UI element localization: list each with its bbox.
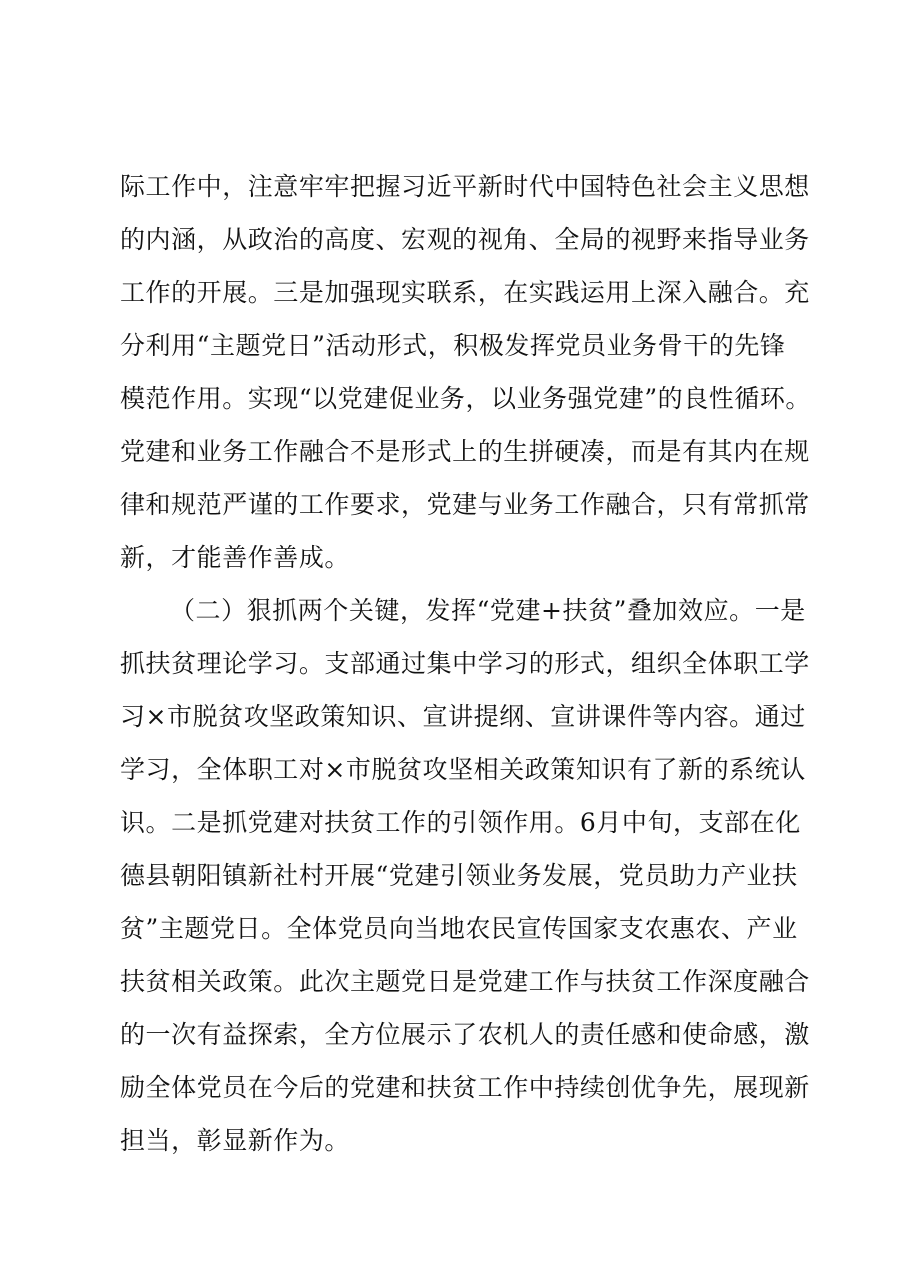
text-line: 习×市脱贫攻坚政策知识、宣讲提纲、宣讲课件等内容。通过 <box>120 702 806 731</box>
text-line: 际工作中，注意牢牢把握习近平新时代中国特色社会主义思想 <box>120 172 810 201</box>
text-line: 的一次有益探索，全方位展示了农机人的责任感和使命感，激 <box>120 1020 810 1049</box>
text-line-indented: （二）狠抓两个关键，发挥“党建+扶贫”叠加效应。一是 <box>170 596 806 625</box>
text-line: 模范作用。实现“以党建促业务，以业务强党建”的良性循环。 <box>120 384 811 413</box>
text-line: 的内涵，从政治的高度、宏观的视角、全局的视野来指导业务 <box>120 225 810 254</box>
text-line: 励全体党员在今后的党建和扶贫工作中持续创优争先，展现新 <box>120 1073 810 1102</box>
text-line: 分利用“主题党日”活动形式，积极发挥党员业务骨干的先锋 <box>120 331 786 360</box>
text-line: 贫”主题党日。全体党员向当地农民宣传国家支农惠农、产业 <box>120 914 798 943</box>
text-line: 担当，彰显新作为。 <box>120 1126 350 1155</box>
text-line: 党建和业务工作融合不是形式上的生拼硬凑，而是有其内在规 <box>120 437 810 466</box>
text-line: 德县朝阳镇新社村开展“党建引领业务发展，党员助力产业扶 <box>120 861 798 890</box>
text-line: 工作的开展。三是加强现实联系，在实践运用上深入融合。充 <box>120 278 810 307</box>
text-line: 识。二是抓党建对扶贫工作的引领作用。6月中旬，支部在化 <box>120 808 801 837</box>
text-line: 学习，全体职工对×市脱贫攻坚相关政策知识有了新的系统认 <box>120 755 806 784</box>
document-body <box>120 160 810 1167</box>
text-line: 扶贫相关政策。此次主题党日是党建工作与扶贫工作深度融合 <box>120 967 810 996</box>
paragraph-1 <box>120 160 810 584</box>
text-line: 律和规范严谨的工作要求，党建与业务工作融合，只有常抓常 <box>120 490 810 519</box>
text-line: 抓扶贫理论学习。支部通过集中学习的形式，组织全体职工学 <box>120 649 810 678</box>
paragraph-2 <box>120 584 810 1167</box>
text-line: 新，才能善作善成。 <box>120 543 350 572</box>
